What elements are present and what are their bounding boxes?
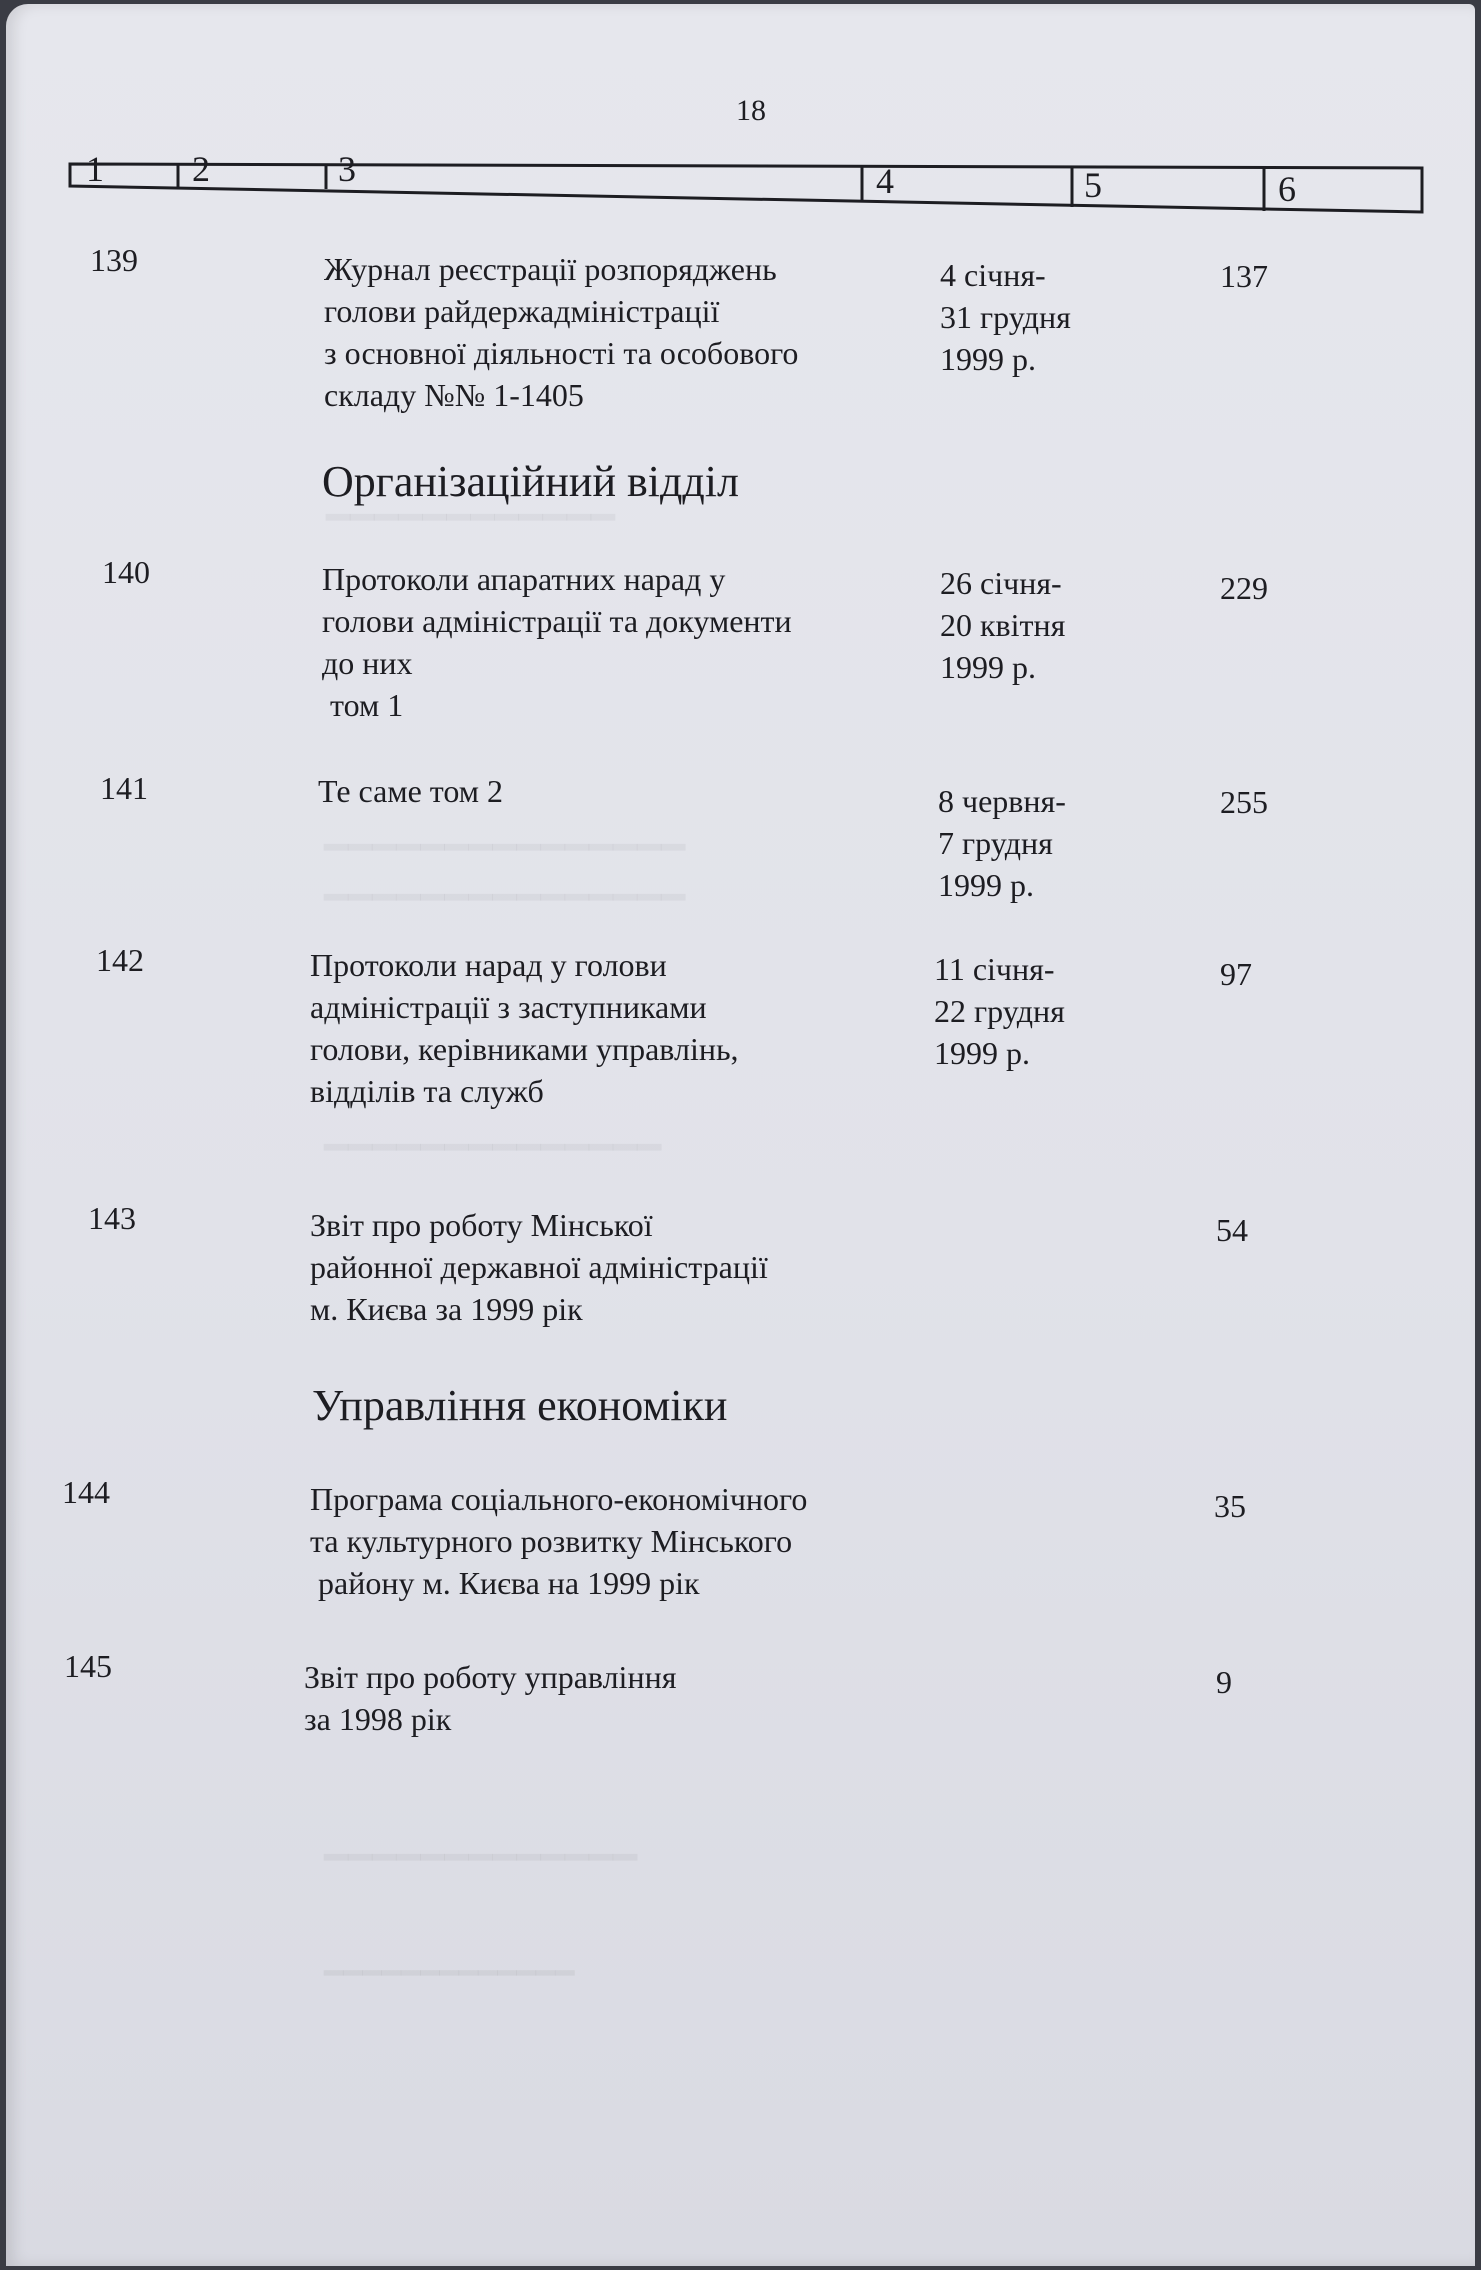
- page-number: 18: [736, 94, 766, 127]
- entry-number: 144: [62, 1474, 110, 1510]
- column-header-grid: [68, 142, 1424, 214]
- bleed-through-text: ━━━━━━━━━━━━━━━: [324, 875, 686, 920]
- column-header-3: 3: [338, 149, 356, 189]
- bleed-through-text: ━━━━━━━━━━━━━━: [324, 1125, 662, 1170]
- bleed-through-text: ━━━━━━━━━━━━━━━: [324, 825, 686, 870]
- bleed-through-text: ━━━━━━━━━━━━: [326, 495, 615, 540]
- column-header-2: 2: [192, 149, 210, 189]
- entry-title: Звіт про роботу управління за 1998 рік: [304, 1659, 677, 1737]
- entry-sheet-count: 97: [1220, 956, 1252, 992]
- entry-title: Протоколи нарад у голови адміністрації з заступниками голови, керівниками управлінь, відділів та служб: [310, 947, 739, 1109]
- entry-number: 140: [102, 554, 150, 590]
- entry-sheet-count: 35: [1214, 1488, 1246, 1524]
- bleed-through-text: ━━━━━━━━━━━━━: [324, 1955, 575, 1991]
- entry-sheet-count: 9: [1216, 1664, 1232, 1700]
- entry-number: 142: [96, 942, 144, 978]
- entry-title: Те саме том 2: [318, 773, 503, 809]
- column-header-1: 1: [86, 149, 104, 189]
- column-header-row: [68, 142, 1424, 214]
- entry-number: 139: [90, 242, 138, 278]
- entry-title: Журнал реєстрації розпоряджень голови райдержадміністрації з основної діяльності та особового складу №№ 1-1405: [324, 251, 799, 413]
- entry-title: Програма соціального-економічного та культурного розвитку Мінського району м. Києва на 1999 рік: [310, 1481, 808, 1601]
- entry-dates: 8 червня- 7 грудня 1999 р.: [938, 783, 1066, 903]
- entry-sheet-count: 229: [1220, 570, 1268, 606]
- entry-sheet-count: 255: [1220, 784, 1268, 820]
- entry-sheet-count: 54: [1216, 1212, 1248, 1248]
- entry-sheet-count: 137: [1220, 258, 1268, 294]
- entry-number: 143: [88, 1200, 136, 1236]
- document-page: [6, 4, 1475, 2266]
- entry-number: 141: [100, 770, 148, 806]
- column-header-4: 4: [876, 161, 894, 201]
- section-heading: Організаційний відділ: [322, 457, 739, 506]
- column-header-5: 5: [1084, 165, 1102, 205]
- entry-dates: 11 січня- 22 грудня 1999 р.: [934, 951, 1065, 1071]
- entry-number: 145: [64, 1648, 112, 1684]
- column-header-6: 6: [1278, 169, 1296, 209]
- entry-dates: 4 січня- 31 грудня 1999 р.: [940, 257, 1071, 377]
- header-frame: [70, 164, 1422, 212]
- entry-title: Звіт про роботу Мінської районної державної адміністрації м. Києва за 1999 рік: [310, 1207, 768, 1327]
- section-heading: Управління економіки: [312, 1381, 728, 1430]
- entry-dates: 26 січня- 20 квітня 1999 р.: [940, 565, 1066, 685]
- entry-title: Протоколи апаратних нарад у голови адміністрації та документи до них том 1: [322, 561, 792, 723]
- bleed-through-text: ━━━━━━━━━━━━━: [324, 1835, 638, 1880]
